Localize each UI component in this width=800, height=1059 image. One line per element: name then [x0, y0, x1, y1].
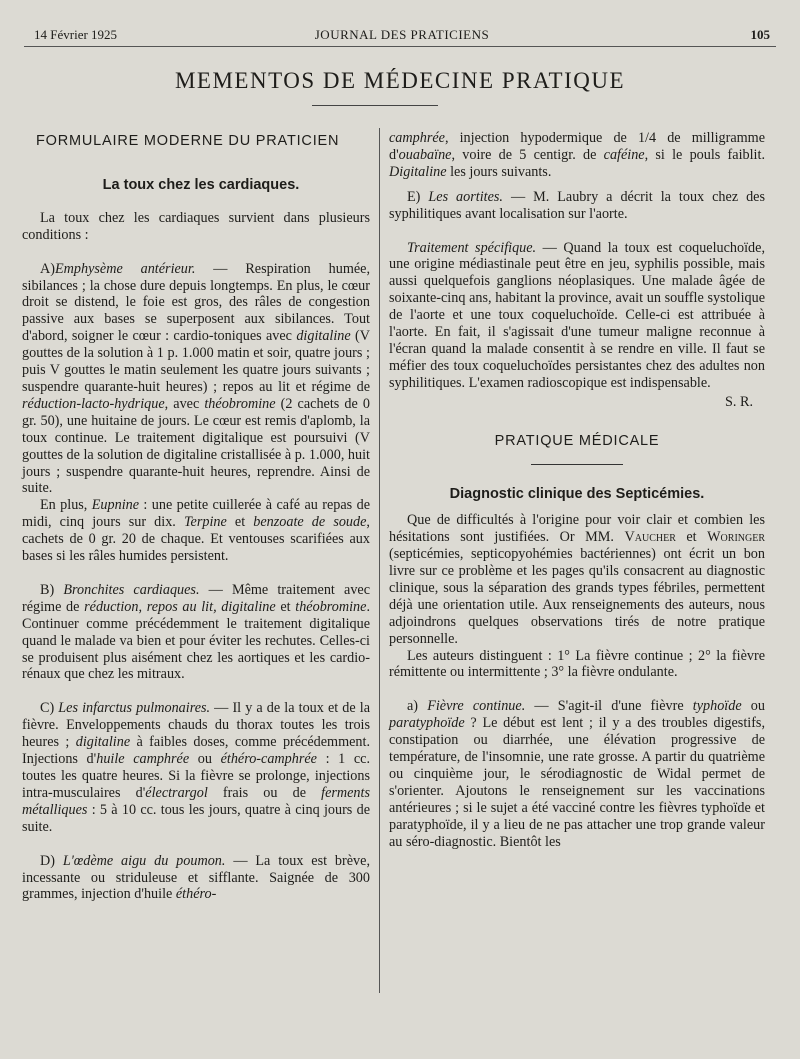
paragraph-a-eupnine: En plus, Eupnine : une petite cuillerée à café au repas de midi, cinq jours sur dix. Terpine et benzoate de soude, cachets de 0 gr. 20 de chaque. Et ventouses scarifiées aux bases si les râles humides persistent.	[22, 497, 370, 565]
article-title-toux: La toux chez les cardiaques.	[102, 176, 300, 193]
paragraph-a-emphyseme: A)Emphysème antérieur. — Respiration humée, sibilances ; la chose dure depuis longtemps. En plus, le cœur droit se distend, le foie est gros, des râles de congestion passive aux bases se superposent aux sibilances. Tout d'abord, soigner le cœur : cardio-toniques avec digitaline (V gouttes de la solution à 1 p. 1.000 matin et soir, quatre jours ; puis V gouttes le matin seulement les quatre jours suivants ; suspendre quarante-huit heures) ; repos au lit et régime de réduction-lacto-hydrique, avec théobromine (2 cachets de 0 gr. 50), une huitaine de jours. Le cœur est remis d'aplomb, la toux continue. Le traitement digitalique est poursuivi (V gouttes de la solution de digitaline cristallisée à p. 1.000, huit jours ; suspendre quarante-huit heures, reprendre. Ainsi de suite.	[22, 260, 370, 497]
page-number: 105	[750, 27, 770, 42]
signature: S. R.	[725, 393, 753, 410]
section-title-formulaire: FORMULAIRE MODERNE DU PRATICIEN	[36, 133, 340, 149]
paragraph-distinguish: Les auteurs distinguent : 1° La fièvre continue ; 2° la fièvre rémittente ou intermittente ; 3° la fièvre ondulante.	[389, 647, 765, 681]
paragraph-d-continued: camphrée, injection hypodermique de 1/4 de milligramme d'ouabaïne, voire de 5 centigr. de caféine, si le pouls faiblit. Digitaline les jours suivants.	[389, 130, 765, 180]
paragraph-a-fievre-continue: a) Fièvre continue. — S'agit-il d'une fièvre typhoïde ou paratyphoïde ? Le début est lent ; il y a des troubles digestifs, constipation ou diarrhée, une élévation progressive de température, de l'insomnie, une rate grosse. A partir du quatrième ou cinquième jour, le sérodiagnostic de Widal permet de s'orienter. Ajoutons le renseignement sur les vaccinations antérieures ; si le sujet a été vacciné contre les fièvres typhoïde et paratyphoïde, il y a lieu de ne pas attacher une trop grande valeur au séro-diagnostic. Bientôt les	[389, 698, 765, 850]
header-date: 14 Février 1925	[34, 27, 118, 42]
paragraph-septicemies-intro: Que de difficultés à l'origine pour voir clair et combien les hésitations sont justifiées. Or MM. Vaucher et Woringer (septicémies, septicopyohémies bactériennes) ont écrit un bon livre sur ce problème et les pages qu'ils consacrent au diagnostic clinique, sous la séparation des grands types fébriles, permettent déjà une orientation utile. Aux renseignements des auteurs, nous adjoindrons quelques observations tirés de notre pratique personnelle.	[389, 512, 765, 647]
column-divider	[379, 128, 380, 993]
main-title: MEMENTOS DE MÉDECINE PRATIQUE	[174, 68, 626, 93]
paragraph-c-infarctus: C) Les infarctus pulmonaires. — Il y a de la toux et de la fièvre. Enveloppements chauds du thorax toutes les trois heures ; digitaline à faibles doses, comme précédemment. Injections d'huile camphrée ou éthéro-camphrée : 1 cc. toutes les quatre heures. Si la fièvre se prolonge, injections intra-musculaires d'électrargol frais ou de ferments métalliques : 5 à 10 cc. tous les jours, quatre à cinq jours de suite.	[22, 700, 371, 835]
section-heading-pratique	[389, 433, 765, 470]
main-title-rule	[312, 105, 438, 106]
right-column	[389, 130, 765, 851]
left-column	[22, 130, 370, 903]
header-rule	[24, 46, 776, 47]
paragraph-d-oedeme: D) L'œdème aigu du poumon. — La toux est brève, incessante ou striduleuse et sifflante. Saignée de 300 grammes, injection d'huile éthéro-	[22, 852, 370, 903]
paragraph-b-bronchites: B) Bronchites cardiaques. — Même traitement avec régime de réduction, repos au lit, digitaline et théobromine. Continuer comme précédemment le traitement digitalique quand le malade va bien et pour éviter les rechutes. Celles-ci se produisent plus aisément chez les aortiques et les cardio-rénaux que chez les mitraux.	[22, 581, 371, 683]
running-header	[34, 27, 770, 45]
paragraph-traitement-specifique: Traitement spécifique. — Quand la toux est coqueluchoïde, une origine médiastinale peut être en jeu, syphilis possible, mais aussi quelquefois ganglions néoplasiques. Une malade âgée de soixante-cinq ans, habitant la province, avait un souffle systolique de l'aorte et une toux coqueluchoïde. Celle-ci est attribuée à l'aorte. En fait, il s'agissait d'une tumeur maligne reconnue à l'écran quand la malade consentit à se rendre en ville. Il faut se méfier des toux coqueluchoïdes persistantes chez des adultes non syphilitiques. L'examen radioscopique est indispensable.	[389, 239, 765, 391]
section-title-pratique: PRATIQUE MÉDICALE	[494, 432, 660, 449]
paragraph-e-aortites: E) Les aortites. — M. Laubry a décrit la toux chez des syphilitiques avant localisation sur l'aorte.	[389, 188, 765, 222]
article-title-septicemies: Diagnostic clinique des Septicémies.	[449, 486, 705, 503]
header-journal-title: JOURNAL DES PRATICIENS	[314, 27, 490, 42]
section-rule	[531, 464, 623, 465]
paragraph-intro: La toux chez les cardiaques survient dans plusieurs conditions :	[22, 209, 370, 243]
